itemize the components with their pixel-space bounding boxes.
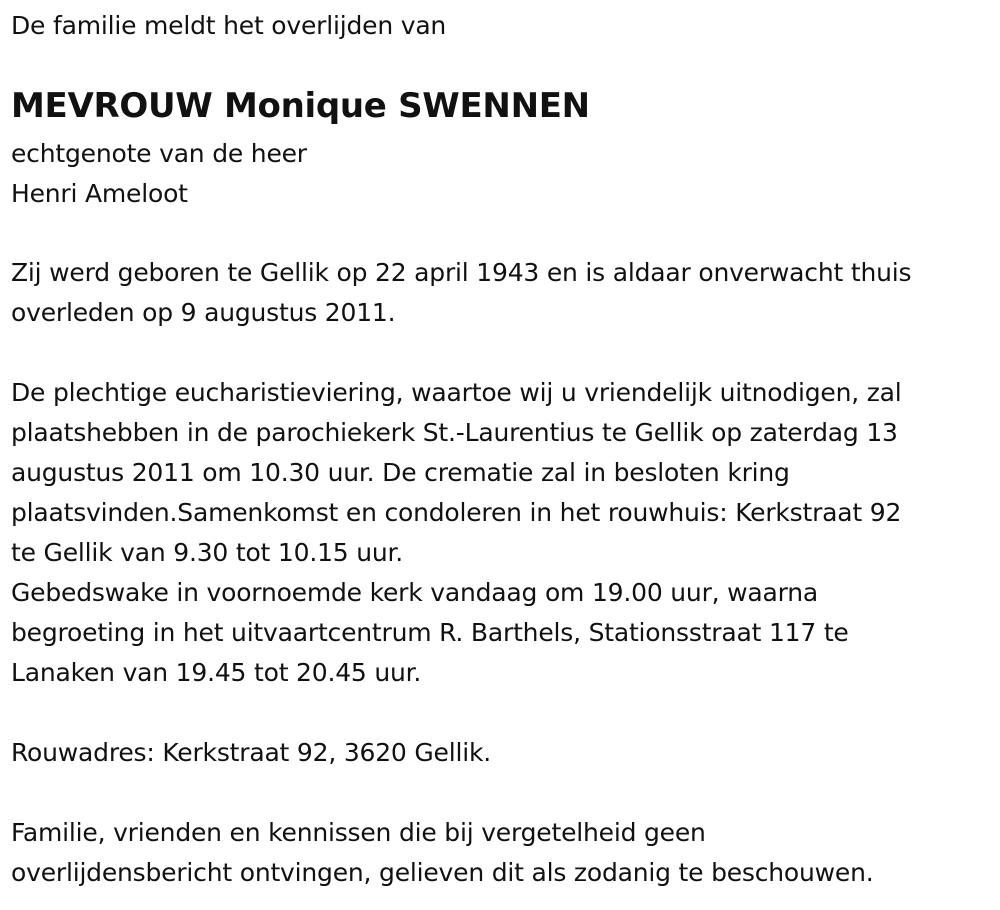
spouse-line: echtgenote van de heer xyxy=(11,139,307,168)
birth-paragraph xyxy=(11,253,911,333)
service-paragraph xyxy=(11,373,902,693)
spouse-name-line: Henri Ameloot xyxy=(11,179,188,208)
family-note-line: Familie, vrienden en kennissen die bij vergetelheid geen xyxy=(11,818,706,847)
deceased-name: MEVROUW Monique SWENNEN xyxy=(11,86,590,126)
service-line: plaatshebben in de parochiekerk St.-Laurentius te Gellik op zaterdag 13 xyxy=(11,418,898,447)
address-paragraph xyxy=(11,733,491,773)
address-line: Rouwadres: Kerkstraat 92, 3620 Gellik. xyxy=(11,738,491,767)
service-line: te Gellik van 9.30 tot 10.15 uur. xyxy=(11,538,404,567)
service-line: plaatsvinden.Samenkomst en condoleren in het rouwhuis: Kerkstraat 92 xyxy=(11,498,902,527)
spouse-paragraph xyxy=(11,134,307,214)
intro-text: De familie meldt het overlijden van xyxy=(11,11,447,40)
service-line: augustus 2011 om 10.30 uur. De crematie zal in besloten kring xyxy=(11,458,790,487)
service-line: Gebedswake in voornoemde kerk vandaag om 19.00 uur, waarna xyxy=(11,578,819,607)
service-line: begroeting in het uitvaartcentrum R. Barthels, Stationsstraat 117 te xyxy=(11,618,849,647)
birth-line: Zij werd geboren te Gellik op 22 april 1943 en is aldaar onverwacht thuis xyxy=(11,258,912,287)
family-note-line: overlijdensbericht ontvingen, gelieven dit als zodanig te beschouwen. xyxy=(11,858,874,887)
service-line: De plechtige eucharistieviering, waartoe wij u vriendelijk uitnodigen, zal xyxy=(11,378,902,407)
birth-line: overleden op 9 augustus 2011. xyxy=(11,298,396,327)
service-line: Lanaken van 19.45 tot 20.45 uur. xyxy=(11,658,422,687)
family-note-paragraph xyxy=(11,813,874,893)
